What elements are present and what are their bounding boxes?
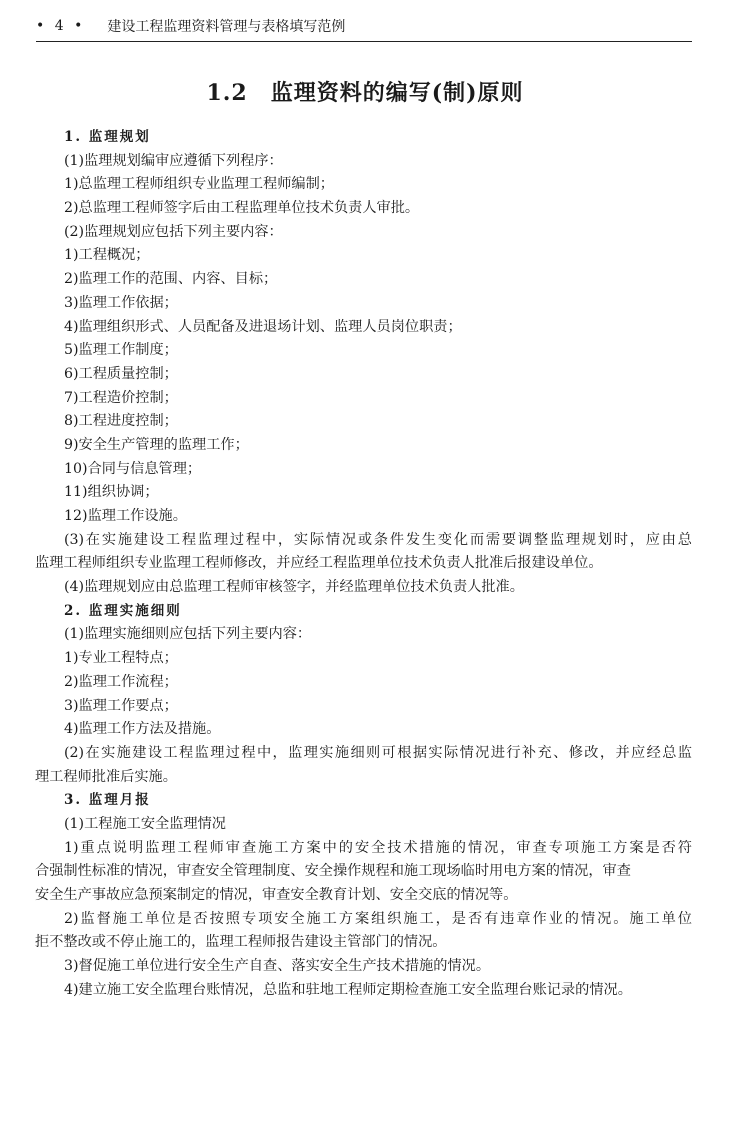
- text-line: (1)监理规划编审应遵循下列程序：: [64, 152, 283, 169]
- text-line: 3)监理工作要点；: [64, 697, 178, 714]
- text-line: 2)总监理工程师签字后由工程监理单位技术负责人审批。: [64, 200, 420, 217]
- text-line: (1)工程施工安全监理情况: [64, 815, 226, 832]
- text-line: 1)专业工程特点；: [64, 650, 178, 667]
- page-number: • 4 •: [36, 18, 86, 34]
- text-line: 安全生产事故应急预案制定的情况，审查安全教育计划、安全交底的情况等。: [35, 887, 518, 903]
- text-line: (4)监理规划应由总监理工程师审核签字，并经监理单位技术负责人批准。: [64, 579, 524, 596]
- text-line: 拒不整改或不停止施工的，监理工程师报告建设主管部门的情况。: [35, 934, 447, 951]
- text-line: 10)合同与信息管理；: [64, 460, 202, 477]
- text-line: 2)监理工作的范围、内容、目标；: [64, 271, 278, 288]
- text-line: 7)工程造价控制；: [64, 389, 178, 406]
- text-line: 3)监理工作依据；: [64, 294, 178, 311]
- text-line: 8)工程进度控制；: [64, 413, 178, 430]
- text-line: 合强制性标准的情况，审查安全管理制度、安全操作规程和施工现场临时用电方案的情况，审查: [35, 863, 631, 880]
- text-line: (2)在实施建设工程监理过程中，监理实施细则可根据实际情况进行补充、修改，并应经总监: [64, 744, 692, 761]
- text-line: 1)总监理工程师组织专业监理工程师编制；: [64, 176, 334, 193]
- text-line: (2)监理规划应包括下列主要内容：: [64, 223, 283, 240]
- text-line: 6)工程质量控制；: [64, 365, 178, 382]
- subsection-heading: 2. 监理实施细则: [64, 602, 182, 619]
- text-line: 4)监理工作方法及措施。: [64, 721, 221, 738]
- section-title: 1.2 监理资料的编写(制)原则: [206, 80, 524, 106]
- text-line: 1)重点说明监理工程师审查施工方案中的安全技术措施的情况，审查专项施工方案是否符: [64, 839, 692, 856]
- text-line: 2)监理工作流程；: [64, 673, 178, 690]
- text-line: 2)监督施工单位是否按照专项安全施工方案组织施工，是否有违章作业的情况。施工单位: [64, 910, 692, 927]
- text-line: 4)建立施工安全监理台账情况，总监和驻地工程师定期检查施工安全监理台账记录的情况。: [64, 981, 632, 998]
- text-line: 监理工程师组织专业监理工程师修改，并应经工程监理单位技术负责人批准后报建设单位。: [35, 555, 603, 572]
- text-line: (1)监理实施细则应包括下列主要内容：: [64, 626, 312, 643]
- text-line: 3)督促施工单位进行安全生产自查、落实安全生产技术措施的情况。: [64, 958, 491, 975]
- body-text: [35, 126, 692, 1002]
- text-line: 9)安全生产管理的监理工作；: [64, 436, 249, 453]
- book-title: 建设工程监理资料管理与表格填写范例: [107, 19, 346, 35]
- text-line: 理工程师批准后实施。: [35, 768, 177, 785]
- text-line: 1)工程概况；: [64, 247, 150, 264]
- text-line: 12)监理工作设施。: [64, 508, 187, 524]
- subsection-heading: 1. 监理规划: [64, 129, 151, 145]
- text-line: 5)监理工作制度；: [64, 342, 178, 359]
- subsection-heading: 3. 监理月报: [64, 792, 151, 809]
- text-line: 4)监理组织形式、人员配备及进退场计划、监理人员岗位职责；: [64, 318, 462, 335]
- text-line: 11)组织协调；: [64, 484, 159, 501]
- running-head: [36, 13, 692, 39]
- text-line: (3)在实施建设工程监理过程中，实际情况或条件发生变化而需要调整监理规划时，应由总: [64, 531, 692, 548]
- header-rule: [36, 41, 692, 42]
